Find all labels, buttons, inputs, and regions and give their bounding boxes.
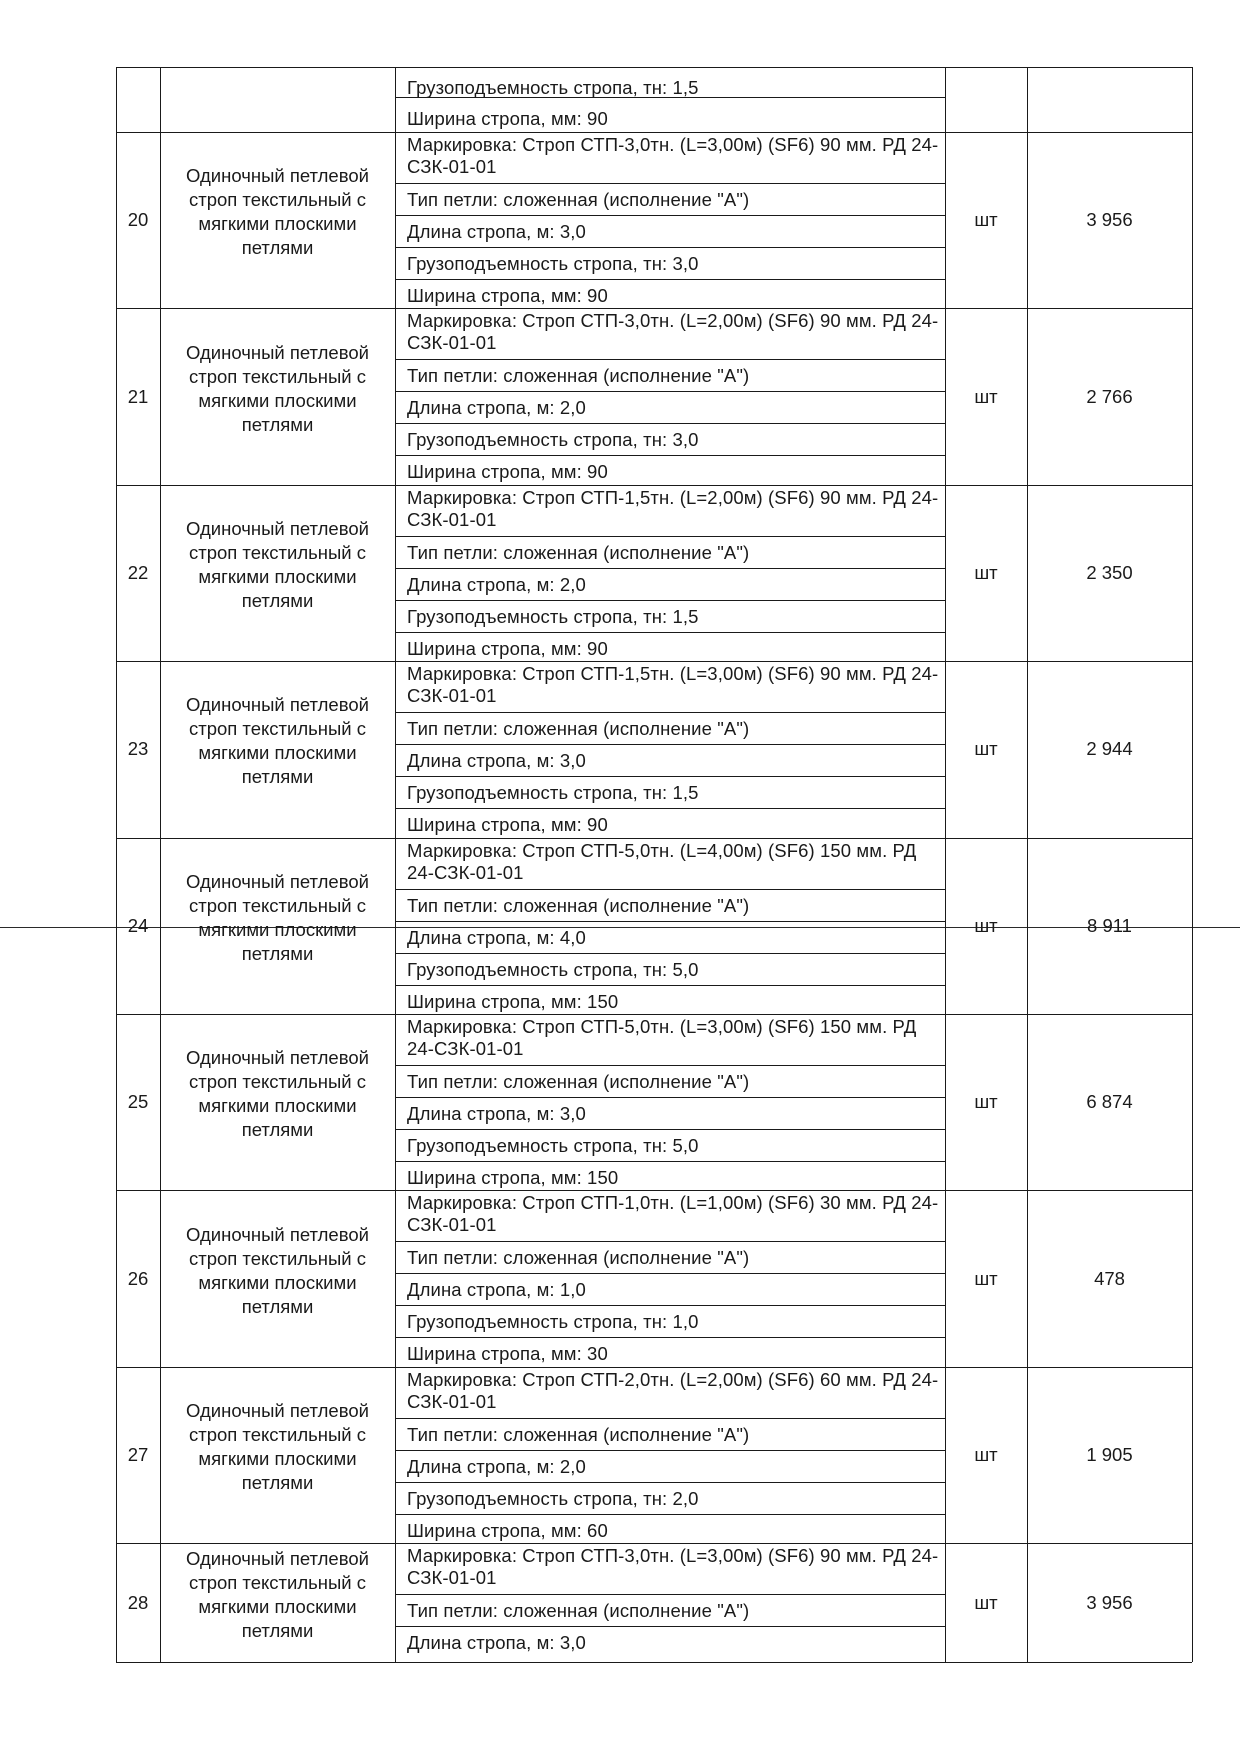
table-grid-hline <box>395 1241 945 1242</box>
item-name: Одиночный петлевой строп текстильный с мягкими плоскими петлями <box>186 1547 369 1641</box>
attribute-text: Ширина стропа, мм: 90 <box>407 814 608 836</box>
table-grid-hline <box>395 1337 945 1338</box>
attribute-text: Грузоподъемность стропа, тн: 1,0 <box>407 1311 699 1333</box>
quantity-value: 3 956 <box>1086 209 1133 231</box>
table-grid-vline <box>1192 67 1193 1662</box>
attribute-text: Ширина стропа, мм: 90 <box>407 461 608 483</box>
attribute-text: Длина стропа, м: 3,0 <box>407 750 586 772</box>
quantity-value: 2 944 <box>1086 738 1133 760</box>
attribute-text: Длина стропа, м: 2,0 <box>407 573 586 595</box>
unit-of-measure: шт <box>974 914 998 936</box>
row-number: 25 <box>127 1091 149 1113</box>
item-name: Одиночный петлевой строп текстильный с мягкими плоскими петлями <box>186 1399 369 1493</box>
attribute-text: Длина стропа, м: 2,0 <box>407 1455 586 1477</box>
table-grid-hline <box>395 536 945 537</box>
attribute-text: Грузоподъемность стропа, тн: 5,0 <box>407 958 699 980</box>
table-grid-hline <box>395 1514 945 1515</box>
table-grid-hline <box>395 889 945 890</box>
table-grid-hline <box>395 1097 945 1098</box>
table-grid-hline <box>395 215 945 216</box>
row-number: 24 <box>127 914 149 936</box>
attribute-text: Маркировка: Строп СТП-1,5тн. (L=2,00м) (SF6) 90 мм. РД 24-СЗК-01-01 <box>407 486 939 530</box>
table-grid-hline <box>395 183 945 184</box>
attribute-text: Ширина стропа, мм: 90 <box>407 637 608 659</box>
quantity-value: 8 911 <box>1087 914 1132 936</box>
row-number: 28 <box>127 1591 149 1613</box>
unit-of-measure: шт <box>974 1267 998 1289</box>
attribute-text: Маркировка: Строп СТП-1,0тн. (L=1,00м) (SF6) 30 мм. РД 24-СЗК-01-01 <box>407 1192 939 1236</box>
attribute-text: Маркировка: Строп СТП-3,0тн. (L=3,00м) (SF6) 90 мм. РД 24-СЗК-01-01 <box>407 134 939 177</box>
attribute-text: Маркировка: Строп СТП-3,0тн. (L=2,00м) (SF6) 90 мм. РД 24-СЗК-01-01 <box>407 310 939 354</box>
quantity-value: 478 <box>1094 1267 1125 1289</box>
table-grid-hline <box>395 1594 945 1595</box>
table-grid-hline <box>395 600 945 601</box>
attribute-text: Тип петли: сложенная (исполнение "А") <box>407 541 750 563</box>
table-grid-vline <box>1027 67 1028 1662</box>
item-name: Одиночный петлевой строп текстильный с мягкими плоскими петлями <box>186 517 369 611</box>
table-grid-hline <box>395 1626 945 1627</box>
table-grid-hline <box>395 455 945 456</box>
attribute-text: Грузоподъемность стропа, тн: 1,5 <box>407 782 699 804</box>
attribute-text: Тип петли: сложенная (исполнение "А") <box>407 718 750 740</box>
attribute-text: Грузоподъемность стропа, тн: 5,0 <box>407 1135 699 1156</box>
attribute-text: Ширина стропа, мм: 90 <box>407 108 608 129</box>
table-grid-hline <box>395 776 945 777</box>
table-grid-hline <box>116 67 1192 68</box>
item-name: Одиночный петлевой строп текстильный с мягкими плоскими петлями <box>186 870 369 964</box>
table-grid-hline <box>395 953 945 954</box>
table-grid-hline <box>395 1273 945 1274</box>
attribute-text: Тип петли: сложенная (исполнение "А") <box>407 894 750 916</box>
attribute-text: Ширина стропа, мм: 150 <box>407 1167 619 1188</box>
table-grid-hline <box>395 1065 945 1066</box>
unit-of-measure: шт <box>974 1443 998 1465</box>
table-grid-hline <box>395 712 945 713</box>
row-number: 21 <box>127 385 149 407</box>
attribute-text: Тип петли: сложенная (исполнение "А") <box>407 1071 750 1092</box>
attribute-text: Длина стропа, м: 3,0 <box>407 221 586 242</box>
table-grid-hline <box>395 1305 945 1306</box>
unit-of-measure: шт <box>974 1091 998 1113</box>
unit-of-measure: шт <box>974 385 998 407</box>
item-name: Одиночный петлевой строп текстильный с мягкими плоскими петлями <box>186 1223 369 1317</box>
quantity-value: 1 905 <box>1086 1443 1133 1465</box>
item-name: Одиночный петлевой строп текстильный с мягкими плоскими петлями <box>186 165 369 259</box>
attribute-text: Ширина стропа, мм: 150 <box>407 990 619 1012</box>
quantity-value: 2 766 <box>1086 385 1133 407</box>
quantity-value: 2 350 <box>1086 561 1133 583</box>
attribute-text: Маркировка: Строп СТП-2,0тн. (L=2,00м) (SF6) 60 мм. РД 24-СЗК-01-01 <box>407 1368 939 1412</box>
attribute-text: Длина стропа, м: 3,0 <box>407 1632 586 1654</box>
table-grid-hline <box>395 1129 945 1130</box>
attribute-text: Маркировка: Строп СТП-3,0тн. (L=3,00м) (SF6) 90 мм. РД 24-СЗК-01-01 <box>407 1545 939 1589</box>
attribute-text: Тип петли: сложенная (исполнение "А") <box>407 1423 750 1445</box>
table-grid-hline <box>395 1482 945 1483</box>
table-grid-hline <box>116 1662 1192 1663</box>
table-grid-hline <box>395 279 945 280</box>
attribute-text: Длина стропа, м: 2,0 <box>407 397 586 419</box>
attribute-text: Маркировка: Строп СТП-1,5тн. (L=3,00м) (SF6) 90 мм. РД 24-СЗК-01-01 <box>407 663 939 707</box>
attribute-text: Длина стропа, м: 1,0 <box>407 1279 586 1301</box>
table-grid-hline <box>395 1161 945 1162</box>
attribute-text: Тип петли: сложенная (исполнение "А") <box>407 365 750 387</box>
row-number: 26 <box>127 1267 149 1289</box>
quantity-value: 3 956 <box>1086 1591 1133 1613</box>
attribute-text: Длина стропа, м: 4,0 <box>407 926 586 948</box>
table-grid-hline <box>395 423 945 424</box>
table-grid-hline <box>395 985 945 986</box>
attribute-text: Маркировка: Строп СТП-5,0тн. (L=4,00м) (SF6) 150 мм. РД 24-СЗК-01-01 <box>407 839 917 883</box>
attribute-text: Ширина стропа, мм: 60 <box>407 1519 608 1541</box>
attribute-text: Тип петли: сложенная (исполнение "А") <box>407 1247 750 1269</box>
table-grid-vline <box>116 67 117 1662</box>
attribute-text: Ширина стропа, мм: 90 <box>407 285 608 306</box>
table-grid-hline <box>395 632 945 633</box>
item-name: Одиночный петлевой строп текстильный с мягкими плоскими петлями <box>186 694 369 788</box>
attribute-text: Грузоподъемность стропа, тн: 3,0 <box>407 253 699 274</box>
row-number: 22 <box>127 561 149 583</box>
attribute-text: Тип петли: сложенная (исполнение "А") <box>407 1600 750 1622</box>
table-grid-hline <box>395 744 945 745</box>
attribute-text: Тип петли: сложенная (исполнение "А") <box>407 189 750 210</box>
table-grid-hline <box>395 921 945 922</box>
attribute-text: Грузоподъемность стропа, тн: 1,5 <box>407 605 699 627</box>
row-number: 20 <box>127 209 149 231</box>
table-grid-hline <box>395 1418 945 1419</box>
table-grid-hline <box>395 1450 945 1451</box>
table-grid-hline <box>395 247 945 248</box>
unit-of-measure: шт <box>974 209 998 231</box>
attribute-text: Длина стропа, м: 3,0 <box>407 1103 586 1124</box>
item-name: Одиночный петлевой строп текстильный с мягкими плоскими петлями <box>186 1047 369 1141</box>
unit-of-measure: шт <box>974 561 998 583</box>
attribute-text: Грузоподъемность стропа, тн: 1,5 <box>407 77 699 98</box>
table-grid-hline <box>395 808 945 809</box>
table-grid-vline <box>395 67 396 1662</box>
table-grid-hline <box>395 391 945 392</box>
unit-of-measure: шт <box>974 1591 998 1613</box>
table-grid-hline <box>395 568 945 569</box>
attribute-text: Ширина стропа, мм: 30 <box>407 1343 608 1365</box>
attribute-text: Грузоподъемность стропа, тн: 3,0 <box>407 429 699 451</box>
item-name: Одиночный петлевой строп текстильный с мягкими плоскими петлями <box>186 341 369 435</box>
row-number: 27 <box>127 1443 149 1465</box>
row-number: 23 <box>127 738 149 760</box>
attribute-text: Маркировка: Строп СТП-5,0тн. (L=3,00м) (SF6) 150 мм. РД 24-СЗК-01-01 <box>407 1016 917 1059</box>
quantity-value: 6 874 <box>1086 1091 1133 1113</box>
table-grid-vline <box>160 67 161 1662</box>
table-grid-vline <box>945 67 946 1662</box>
attribute-text: Грузоподъемность стропа, тн: 2,0 <box>407 1487 699 1509</box>
unit-of-measure: шт <box>974 738 998 760</box>
table-grid-hline <box>395 359 945 360</box>
